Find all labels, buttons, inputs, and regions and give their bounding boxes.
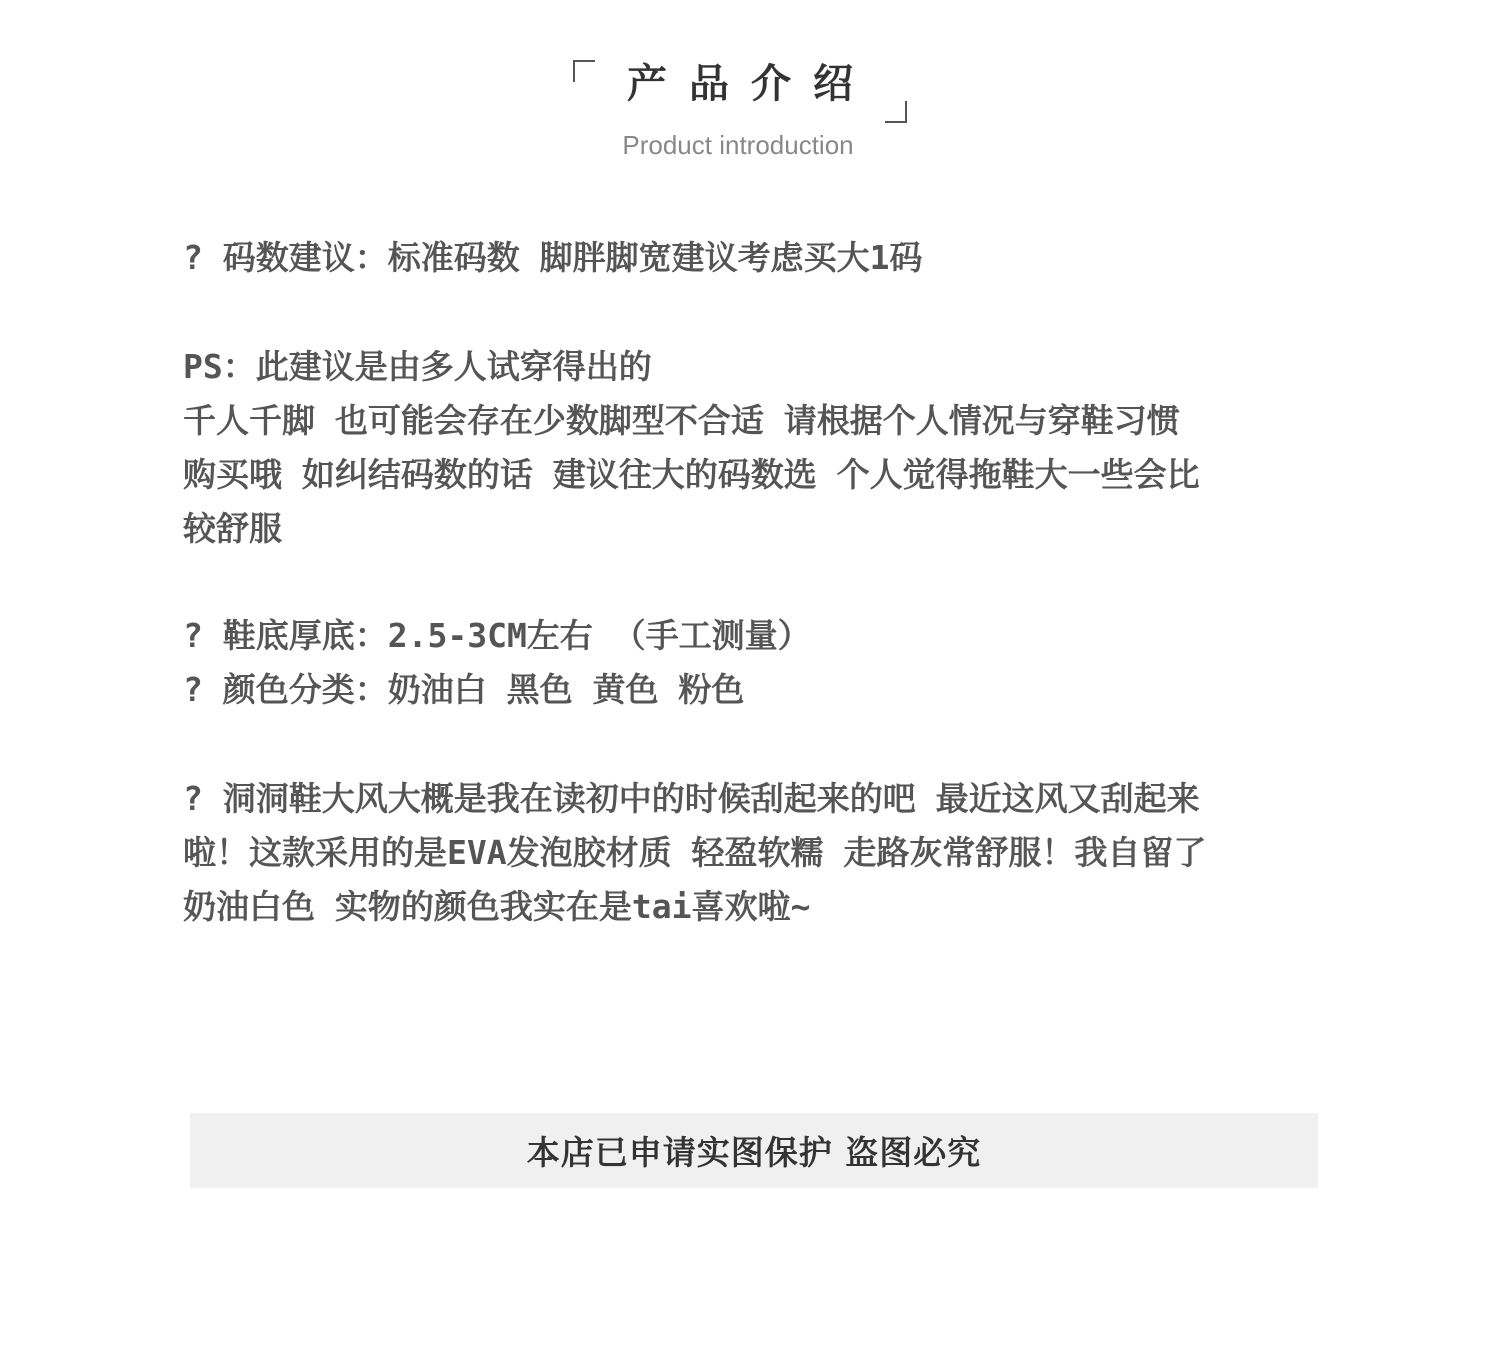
title-bracket-left-icon <box>573 60 595 82</box>
description-line-1: ? 洞洞鞋大风大概是我在读初中的时候刮起来的吧 最近这风又刮起来 <box>183 779 1200 818</box>
description-line-2: 啦！这款采用的是EVA发泡胶材质 轻盈软糯 走路灰常舒服！我自留了 <box>183 833 1207 872</box>
size-suggestion-line: ? 码数建议：标准码数 脚胖脚宽建议考虑买大1码 <box>183 238 923 277</box>
title-bracket-right-icon <box>885 101 907 123</box>
ps-detail-line-1: 千人千脚 也可能会存在少数脚型不合适 请根据个人情况与穿鞋习惯 <box>183 401 1180 440</box>
description-line-3: 奶油白色 实物的颜色我实在是tai喜欢啦~ <box>183 887 811 926</box>
sole-thickness-line: ? 鞋底厚底：2.5-3CM左右 （手工测量） <box>183 616 811 655</box>
color-options-line: ? 颜色分类：奶油白 黑色 黄色 粉色 <box>183 670 745 709</box>
ps-line: PS：此建议是由多人试穿得出的 <box>183 347 652 386</box>
section-subtitle: Product introduction <box>622 130 854 160</box>
ps-detail-line-2: 购买哦 如纠结码数的话 建议往大的码数选 个人觉得拖鞋大一些会比 <box>183 455 1200 494</box>
section-title: 产品介绍 <box>627 61 875 107</box>
copyright-notice-text: 本店已申请实图保护 盗图必究 <box>526 1133 982 1172</box>
ps-detail-line-3: 较舒服 <box>183 509 282 548</box>
copyright-notice-bar <box>190 1113 1318 1188</box>
